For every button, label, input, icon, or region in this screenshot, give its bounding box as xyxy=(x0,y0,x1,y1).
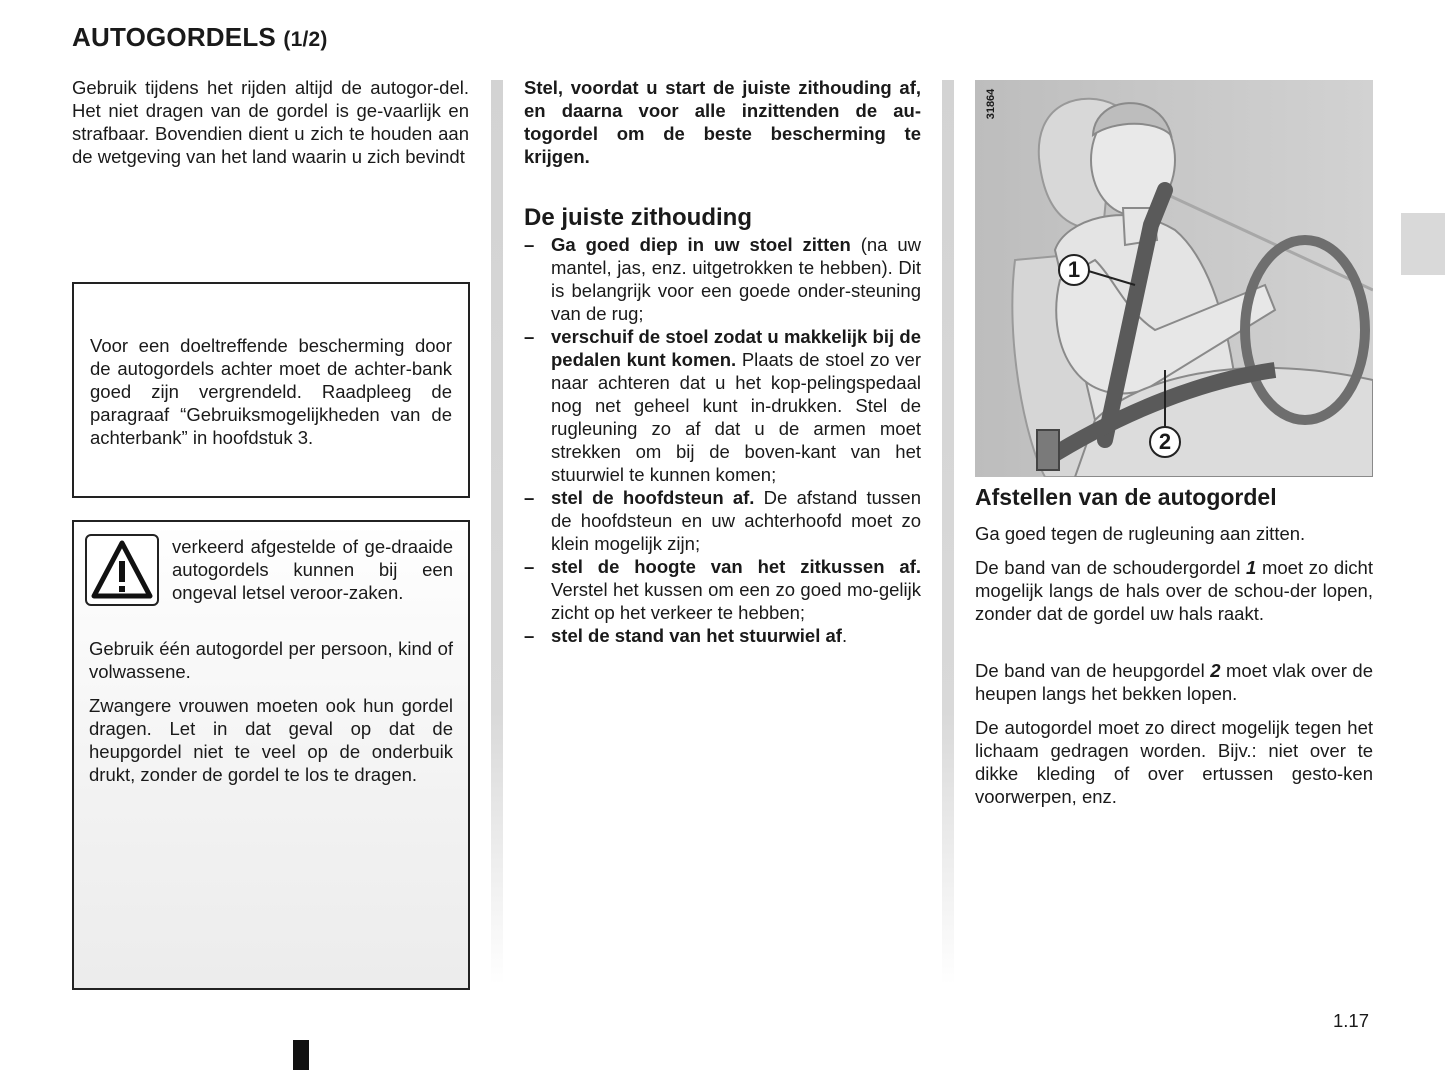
warning-triangle-icon xyxy=(85,534,159,606)
list-item: – Ga goed diep in uw stoel zitten (na uw mantel, jas, enz. uitgetrokken te hebben). Dit is belangrijk voor een goede onder-steuning van de rug; xyxy=(524,233,921,325)
note-box-text: Voor een doeltreffende bescherming door de autogordels achter moet de achter-bank goed zijn vergrendeld. Raadpleeg de paragraaf “Gebruiksmogelijkheden van de achterbank” in hoofdstuk 3. xyxy=(90,335,452,448)
page-title-text: AUTOGORDELS xyxy=(72,22,276,52)
warning-paragraph-1: Gebruik één autogordel per persoon, kind of volwassene. xyxy=(89,638,453,682)
seating-list xyxy=(524,233,921,647)
intro-paragraph: Gebruik tijdens het rijden altijd de autogor-del. Het niet dragen van de gordel is ge-vaarlijk en strafbaar. Bovendien dient u zich te houden aan de wetgeving van het land waarin u zich bevindt xyxy=(72,77,469,167)
page-title-suffix: (1/2) xyxy=(283,28,328,51)
print-mark xyxy=(293,1040,309,1070)
warning-paragraph-2: Zwangere vrouwen moeten ook hun gordel dragen. Let in dat geval op dat de heupgordel niet te veel op de onderbuik drukt, zonder de gordel te los te dragen. xyxy=(89,695,453,785)
page-title xyxy=(72,22,328,53)
page-number: 1.17 xyxy=(1333,1010,1370,1031)
adjust-paragraph-2: De band van de schoudergordel 1 moet zo dicht mogelijk langs de hals over de schou-der lopen, zonder dat de gordel uw hals raakt. xyxy=(975,557,1373,624)
list-item: – stel de hoofdsteun af. De afstand tussen de hoofdsteun en uw achterhoofd moet zo klein mogelijk zijn; xyxy=(524,486,921,555)
adjust-belt-heading: Afstellen van de autogordel xyxy=(975,484,1277,510)
chapter-tab xyxy=(1401,213,1445,275)
seatbelt-illustration xyxy=(975,80,1373,477)
figure-code: 31864 xyxy=(985,88,997,120)
warning-lead-text: verkeerd afgestelde of ge-draaide autogordels kunnen bij een ongeval letsel veroor-zaken. xyxy=(172,536,453,603)
note-box xyxy=(72,282,470,498)
seating-lead-paragraph: Stel, voordat u start de juiste zithouding af, en daarna voor alle inzittenden de au-togordel om de beste bescherming te krijgen. xyxy=(524,77,921,167)
adjust-paragraph-4: De autogordel moet zo direct mogelijk tegen het lichaam gedragen worden. Bijv.: niet over te dikke kleding of over ertussen gesto-ken voorwerpen, enz. xyxy=(975,717,1373,807)
adjust-paragraph-1: Ga goed tegen de rugleuning aan zitten. xyxy=(975,523,1306,544)
list-item: – stel de hoogte van het zitkussen af. Verstel het kussen om een zo goed mo-gelijk zicht op het verkeer te hebben; xyxy=(524,555,921,624)
list-item: – stel de stand van het stuurwiel af. xyxy=(524,624,921,647)
list-item: – verschuif de stoel zodat u makkelijk bij de pedalen kunt komen. Plaats de stoel zo ver naar achteren dat u het kop-pelingspedaal nog net geheel kunt in-drukken. Stel de rugleuning zo af dat u de armen moet strekken om bij de boven-kant van het stuurwiel te kunnen komen; xyxy=(524,325,921,486)
column-divider-left xyxy=(491,80,503,985)
column-divider-right xyxy=(942,80,954,985)
figure-label-1: 1 xyxy=(1067,257,1081,282)
adjust-paragraph-3: De band van de heupgordel 2 moet vlak over de heupen langs het bekken lopen. xyxy=(975,660,1373,704)
figure-label-2: 2 xyxy=(1158,429,1172,454)
seating-heading: De juiste zithouding xyxy=(524,204,752,231)
